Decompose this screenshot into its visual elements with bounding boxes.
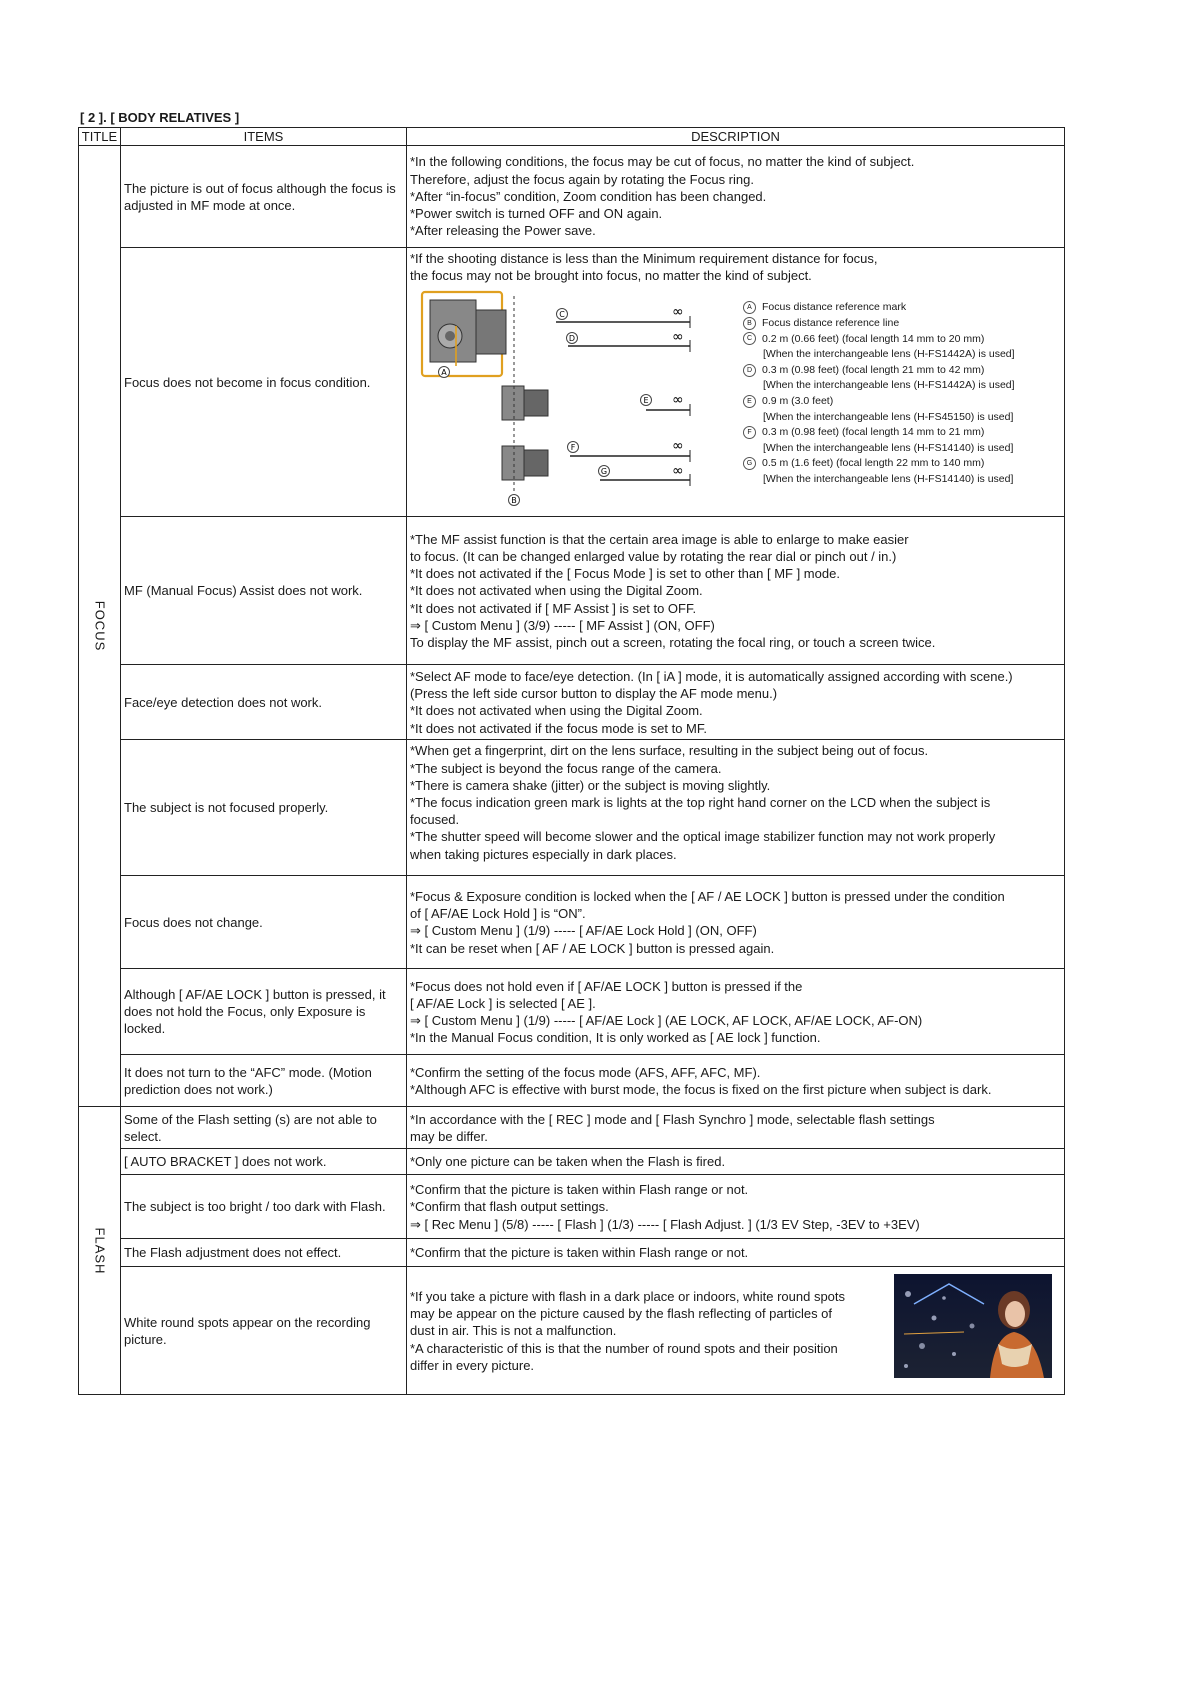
desc-line: *The subject is beyond the focus range of the camera. bbox=[410, 760, 722, 776]
figure-legend bbox=[743, 300, 1015, 487]
desc-line: [ AF/AE Lock ] is selected [ AE ]. bbox=[410, 995, 596, 1011]
infinity-label: ∞ bbox=[672, 438, 684, 455]
legend-subtext: [When the interchangeable lens (H-FS14140) is used] bbox=[763, 472, 1014, 485]
table-row bbox=[79, 248, 1065, 517]
desc-line: ⇒ [ Custom Menu ] (3/9) ----- [ MF Assist ] (ON, OFF) bbox=[410, 617, 715, 633]
description-cell bbox=[407, 1149, 1065, 1175]
table-row bbox=[79, 1107, 1065, 1149]
table-row bbox=[79, 1267, 1065, 1395]
item-cell: Some of the Flash setting (s) are not able to select. bbox=[121, 1107, 407, 1149]
camera-focus-diagram bbox=[410, 286, 740, 514]
desc-line: may be differ. bbox=[410, 1128, 488, 1144]
marker-f: F bbox=[570, 443, 576, 453]
desc-line: *Focus does not hold even if [ AF/AE LOCK ] button is pressed if the bbox=[410, 978, 803, 994]
table-row bbox=[79, 517, 1065, 665]
marker-a: A bbox=[441, 368, 447, 378]
desc-line: Therefore, adjust the focus again by rotating the Focus ring. bbox=[410, 171, 754, 187]
desc-line: *It does not activated when using the Digital Zoom. bbox=[410, 703, 703, 719]
table-row bbox=[79, 1055, 1065, 1107]
desc-line: *In the Manual Focus condition, It is only worked as [ AE lock ] function. bbox=[410, 1030, 821, 1046]
item-cell: Face/eye detection does not work. bbox=[121, 665, 407, 740]
marker-b: B bbox=[511, 496, 517, 506]
item-cell: Focus does not become in focus condition. bbox=[121, 248, 407, 517]
desc-line: focused. bbox=[410, 812, 460, 828]
description-cell bbox=[407, 1239, 1065, 1267]
item-cell: The subject is not focused properly. bbox=[121, 740, 407, 876]
item-cell: The Flash adjustment does not effect. bbox=[121, 1239, 407, 1267]
legend-item: F 0.3 m (0.98 feet) (focal length 14 mm to 21 mm) bbox=[743, 425, 1015, 441]
desc-line: *If you take a picture with flash in a dark place or indoors, white round spots bbox=[410, 1288, 846, 1304]
desc-line: *The MF assist function is that the certain area image is able to enlarge to make easier bbox=[410, 531, 909, 547]
infinity-label: ∞ bbox=[672, 304, 684, 321]
category-focus bbox=[79, 146, 121, 1107]
desc-line: *Confirm the setting of the focus mode (AFS, AFF, AFC, MF). bbox=[410, 1064, 761, 1080]
desc-line: *It can be reset when [ AF / AE LOCK ] button is pressed again. bbox=[410, 940, 775, 956]
description-cell bbox=[407, 1175, 1065, 1239]
marker-g: G bbox=[600, 467, 608, 477]
table-row bbox=[79, 1175, 1065, 1239]
desc-line: *Confirm that flash output settings. bbox=[410, 1199, 609, 1215]
desc-line: to focus. (It can be changed enlarged value by rotating the rear dial or pinch out / in.) bbox=[410, 548, 897, 564]
desc-line: *In accordance with the [ REC ] mode and [ Flash Synchro ] mode, selectable flash settings bbox=[410, 1111, 935, 1127]
description-cell bbox=[407, 1055, 1065, 1107]
desc-line: *The shutter speed will become slower and the optical image stabilizer function may not work properly bbox=[410, 829, 996, 845]
desc-line: *Confirm that the picture is taken within Flash range or not. bbox=[410, 1245, 749, 1261]
item-cell: The picture is out of focus although the focus is adjusted in MF mode at once. bbox=[121, 146, 407, 248]
legend-subtext: [When the interchangeable lens (H-FS1442A) is used] bbox=[763, 348, 1015, 361]
item-cell: Although [ AF/AE LOCK ] button is pressed, it does not hold the Focus, only Exposure is locked. bbox=[121, 969, 407, 1055]
desc-line: *When get a fingerprint, dirt on the lens surface, resulting in the subject being out of focus. bbox=[410, 743, 929, 759]
table-header-row bbox=[79, 128, 1065, 146]
desc-line: ⇒ [ Custom Menu ] (1/9) ----- [ AF/AE Lock Hold ] (ON, OFF) bbox=[410, 923, 757, 939]
category-flash-label: FLASH bbox=[92, 1227, 107, 1275]
desc-line: *After “in-focus” condition, Zoom condition has been changed. bbox=[410, 188, 767, 204]
header-description: DESCRIPTION bbox=[407, 128, 1065, 146]
section-title: [ 2 ]. [ BODY RELATIVES ] bbox=[80, 110, 240, 125]
flash-spots-example-photo bbox=[894, 1274, 1052, 1378]
table-row bbox=[79, 740, 1065, 876]
desc-line: of [ AF/AE Lock Hold ] is “ON”. bbox=[410, 906, 586, 922]
description-cell bbox=[407, 146, 1065, 248]
description-cell bbox=[407, 969, 1065, 1055]
description-cell bbox=[407, 1267, 1065, 1395]
desc-line: (Press the left side cursor button to display the AF mode menu.) bbox=[410, 686, 778, 702]
item-cell: MF (Manual Focus) Assist does not work. bbox=[121, 517, 407, 665]
desc-line: To display the MF assist, pinch out a screen, rotating the focal ring, or touch a screen twice. bbox=[410, 634, 936, 650]
desc-line: *Although AFC is effective with burst mode, the focus is fixed on the first picture when subject is dark. bbox=[410, 1081, 992, 1097]
desc-line: *There is camera shake (jitter) or the subject is moving slightly. bbox=[410, 777, 771, 793]
desc-line: dust in air. This is not a malfunction. bbox=[410, 1323, 617, 1339]
desc-line: *The focus indication green mark is lights at the top right hand corner on the LCD when the subject is bbox=[410, 795, 991, 811]
desc-line: *It does not activated if the focus mode is set to MF. bbox=[410, 720, 707, 736]
item-cell: White round spots appear on the recording picture. bbox=[121, 1267, 407, 1395]
focus-distance-figure bbox=[410, 286, 1062, 514]
category-flash bbox=[79, 1107, 121, 1395]
description-cell bbox=[407, 517, 1065, 665]
camera-side-icon-1 bbox=[502, 386, 548, 420]
item-cell: It does not turn to the “AFC” mode. (Motion prediction does not work.) bbox=[121, 1055, 407, 1107]
legend-item: G 0.5 m (1.6 feet) (focal length 22 mm to 140 mm) bbox=[743, 456, 1015, 472]
desc-line: *In the following conditions, the focus may be cut of focus, no matter the kind of subject. bbox=[410, 154, 915, 170]
desc-line: ⇒ [ Rec Menu ] (5/8) ----- [ Flash ] (1/3) ----- [ Flash Adjust. ] (1/3 EV Step, -3EV to +3EV) bbox=[410, 1216, 920, 1232]
table-row bbox=[79, 665, 1065, 740]
desc-line: *Power switch is turned OFF and ON again. bbox=[410, 206, 663, 222]
item-cell: The subject is too bright / too dark with Flash. bbox=[121, 1175, 407, 1239]
desc-line: *Select AF mode to face/eye detection. (In [ iA ] mode, it is automatically assigned according with scene.) bbox=[410, 669, 1013, 684]
desc-line: the focus may not be brought into focus, no matter the kind of subject. bbox=[410, 268, 812, 284]
infinity-label: ∞ bbox=[672, 392, 684, 409]
infinity-label: ∞ bbox=[672, 329, 684, 346]
desc-line: *If the shooting distance is less than the Minimum requirement distance for focus, bbox=[410, 251, 878, 266]
description-cell bbox=[407, 665, 1065, 740]
desc-line: ⇒ [ Custom Menu ] (1/9) ----- [ AF/AE Lock ] (AE LOCK, AF LOCK, AF/AE LOCK, AF-ON) bbox=[410, 1012, 923, 1028]
desc-line: *It does not activated if the [ Focus Mode ] is set to other than [ MF ] mode. bbox=[410, 566, 840, 582]
legend-item: E 0.9 m (3.0 feet) bbox=[743, 394, 1015, 410]
marker-e: E bbox=[643, 396, 649, 406]
desc-line: *Focus & Exposure condition is locked when the [ AF / AE LOCK ] button is pressed under the condition bbox=[410, 889, 1005, 904]
legend-subtext: [When the interchangeable lens (H-FS1442A) is used] bbox=[763, 379, 1015, 392]
description-cell bbox=[407, 1107, 1065, 1149]
legend-subtext: [When the interchangeable lens (H-FS45150) is used] bbox=[763, 410, 1014, 423]
description-cell bbox=[407, 876, 1065, 969]
marker-d: D bbox=[568, 334, 576, 344]
description-cell bbox=[407, 248, 1065, 517]
table-row bbox=[79, 969, 1065, 1055]
legend-item: A Focus distance reference mark bbox=[743, 300, 1015, 316]
table-row bbox=[79, 1239, 1065, 1267]
camera-side-icon-2 bbox=[502, 446, 548, 480]
troubleshooting-table bbox=[78, 127, 1065, 1395]
desc-line: when taking pictures especially in dark places. bbox=[410, 846, 677, 862]
legend-item: B Focus distance reference line bbox=[743, 316, 1015, 332]
desc-line: *Confirm that the picture is taken within Flash range or not. bbox=[410, 1182, 749, 1198]
header-items: ITEMS bbox=[121, 128, 407, 146]
description-cell bbox=[407, 740, 1065, 876]
desc-line: may be appear on the picture caused by the flash reflecting of particles of bbox=[410, 1306, 833, 1322]
legend-item: D 0.3 m (0.98 feet) (focal length 21 mm to 42 mm) bbox=[743, 363, 1015, 379]
category-focus-label: FOCUS bbox=[92, 600, 107, 652]
desc-line: differ in every picture. bbox=[410, 1357, 535, 1373]
marker-c: C bbox=[559, 310, 565, 320]
legend-subtext: [When the interchangeable lens (H-FS14140) is used] bbox=[763, 441, 1014, 454]
item-cell: Focus does not change. bbox=[121, 876, 407, 969]
infinity-label: ∞ bbox=[672, 463, 684, 480]
desc-line: *It does not activated if [ MF Assist ] is set to OFF. bbox=[410, 600, 697, 616]
camera-top-icon bbox=[422, 292, 506, 376]
item-cell: [ AUTO BRACKET ] does not work. bbox=[121, 1149, 407, 1175]
desc-line: *After releasing the Power save. bbox=[410, 223, 596, 239]
table-row bbox=[79, 876, 1065, 969]
legend-item: C 0.2 m (0.66 feet) (focal length 14 mm to 20 mm) bbox=[743, 332, 1015, 348]
header-title: TITLE bbox=[79, 128, 121, 146]
desc-line: *Only one picture can be taken when the Flash is fired. bbox=[410, 1154, 726, 1170]
desc-line: *A characteristic of this is that the number of round spots and their position bbox=[410, 1340, 838, 1356]
desc-line: *It does not activated when using the Digital Zoom. bbox=[410, 583, 703, 599]
table-row bbox=[79, 1149, 1065, 1175]
table-row bbox=[79, 146, 1065, 248]
